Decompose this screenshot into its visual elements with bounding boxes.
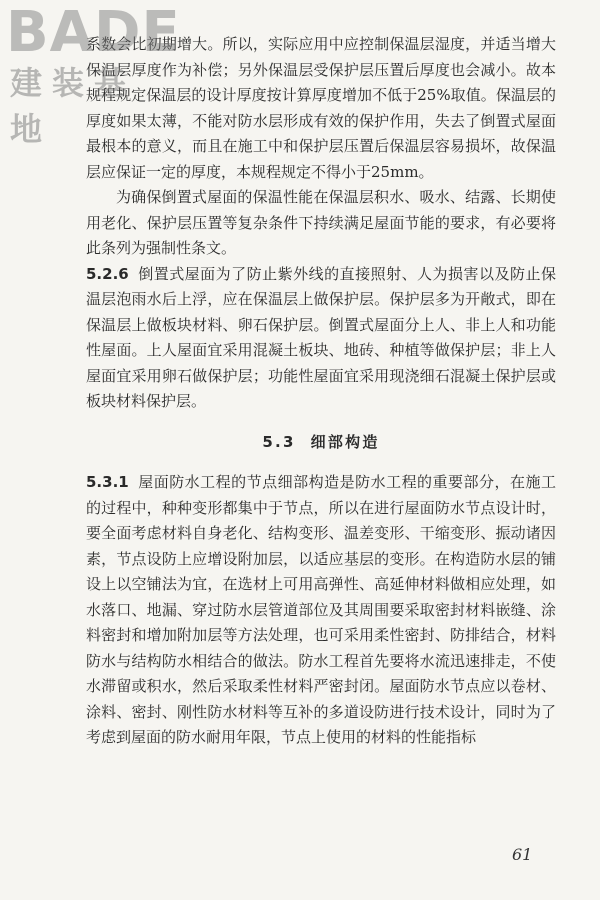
watermark-latin: BADE [6, 0, 181, 65]
section-heading [86, 430, 556, 456]
clause-5-3-1 [86, 470, 556, 751]
section-number: 5.3 [262, 432, 296, 451]
clause-text: 倒置式屋面为了防止紫外线的直接照射、人为损害以及防止保温层泡雨水后上浮，应在保温层上做保护层。保护层多为开敞式，即在保温层上做板块材料、卵石保护层。倒置式屋面分上人、非上人和功能性屋面。上人屋面宜采用混凝土板块、地砖、种植等做保护层；非上人屋面宜采用卵石做保护层；功能性屋面宜采用现浇细石混凝土保护层或板块材料保护层。 [86, 264, 556, 410]
clause-text: 屋面防水工程的节点细部构造是防水工程的重要部分，在施工的过程中，种种变形都集中于节点，所以在进行屋面防水节点设计时，要全面考虑材料自身老化、结构变形、温差变形、干缩变形、振动诸因素，节点设防上应增设附加层，以适应基层的变形。在构造防水层的铺设上以空铺法为宜，在选材上可用高弹性、高延伸材料做相应处理，如水落口、地漏、穿过防水层管道部位及其周围要采取密封材料嵌缝、涂料密封和增加附加层等方法处理，也可采用柔性密封、防排结合，材料防水与结构防水相结合的做法。防水工程首先要将水流迅速排走，不使水滞留或积水，然后采取柔性材料严密封闭。屋面防水节点应以卷材、涂料、密封、刚性防水材料等互补的多道设防进行技术设计，同时为了考虑到屋面的防水耐用年限，节点上使用的材料的性能指标 [86, 473, 556, 746]
paragraph-insulation-thickness: 系数会比初期增大。所以，实际应用中应控制保温层湿度，并适当增大保温层厚度作为补偿；另外保温层受保护层压置后厚度也会减小。故本规程规定保温层的设计厚度按计算厚度增加不低于25%取值。保温层的厚度如果太薄，不能对防水层形成有效的保护作用，失去了倒置式屋面最根本的意义，而且在施工中和保护层压置后保温层容易损坏，故保温层应保证一定的厚度，本规程规定不得小于25mm。 [86, 35, 556, 181]
clause-number: 5.2.6 [86, 264, 129, 283]
page-number: 61 [512, 845, 533, 864]
section-title: 细部构造 [310, 432, 380, 451]
clause-number: 5.3.1 [86, 473, 129, 491]
watermark-chinese: 建装基地 [10, 64, 137, 148]
paragraph-mandatory-clause: 为确保倒置式屋面的保温性能在保温层积水、吸水、结露、长期使用老化、保护层压置等复杂条件下持续满足屋面节能的要求，有必要将此条列为强制性条文。 [86, 188, 556, 257]
watermark-logo [6, 0, 181, 148]
clause-5-2-6 [86, 262, 556, 415]
